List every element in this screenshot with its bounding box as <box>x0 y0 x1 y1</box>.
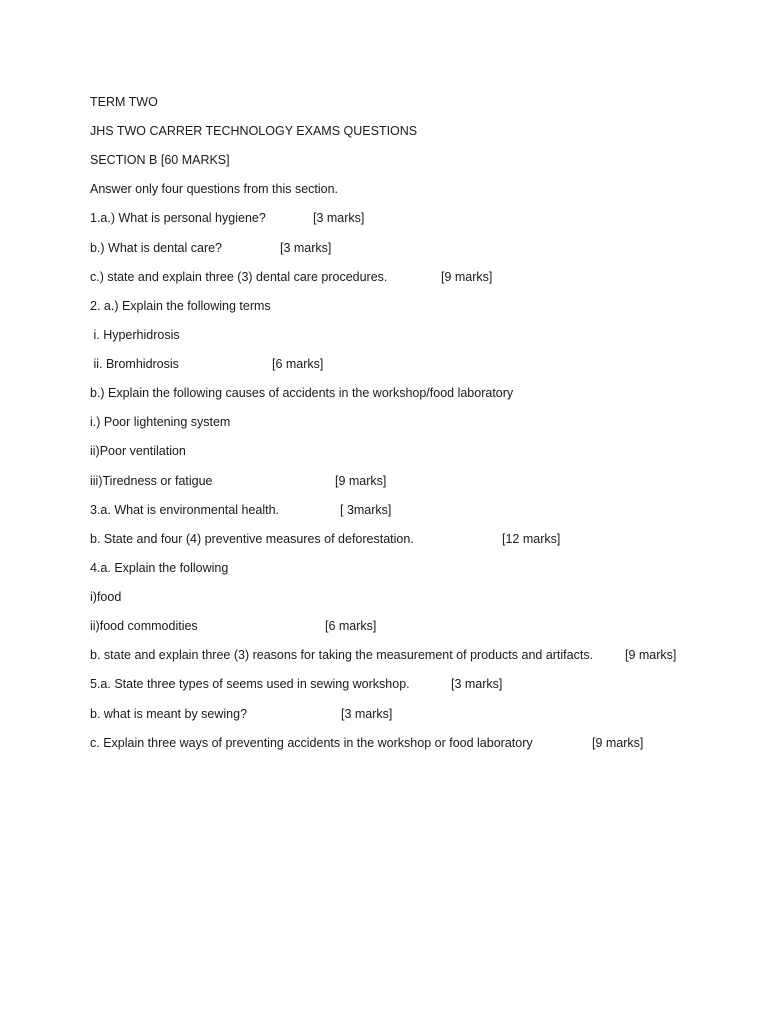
question-5a: 5.a. State three types of seems used in sewing workshop. <box>90 677 410 691</box>
question-4a-ii: ii)food commodities <box>90 619 198 633</box>
question-1c: c.) state and explain three (3) dental care procedures. <box>90 270 388 284</box>
question-1a-marks: [3 marks] <box>313 211 365 225</box>
question-4a-marks: [6 marks] <box>325 619 377 633</box>
question-4a: 4.a. Explain the following <box>90 561 229 575</box>
exam-title: JHS TWO CARRER TECHNOLOGY EXAMS QUESTIONS <box>90 124 418 138</box>
question-5b-marks: [3 marks] <box>341 707 393 721</box>
question-5a-marks: [3 marks] <box>451 677 503 691</box>
question-1b-marks: [3 marks] <box>280 241 332 255</box>
question-1b: b.) What is dental care? <box>90 241 223 255</box>
question-2b-i: i.) Poor lightening system <box>90 415 231 429</box>
question-2b-marks: [9 marks] <box>335 474 387 488</box>
question-2b-ii: ii)Poor ventilation <box>90 444 186 458</box>
section-heading: SECTION B [60 MARKS] <box>90 153 230 167</box>
term-heading: TERM TWO <box>90 95 158 109</box>
question-1a: 1.a.) What is personal hygiene? <box>90 211 266 225</box>
question-2a-i: i. Hyperhidrosis <box>90 328 180 342</box>
question-3b: b. State and four (4) preventive measures of deforestation. <box>90 532 414 546</box>
question-4a-i: i)food <box>90 590 122 604</box>
instruction-text: Answer only four questions from this section. <box>90 182 339 196</box>
question-2b-iii: iii)Tiredness or fatigue <box>90 474 213 488</box>
question-2a: 2. a.) Explain the following terms <box>90 299 271 313</box>
question-5b: b. what is meant by sewing? <box>90 707 248 721</box>
question-2a-marks: [6 marks] <box>272 357 324 371</box>
question-4b: b. state and explain three (3) reasons for taking the measurement of products and artifacts. <box>90 648 594 662</box>
question-4b-marks: [9 marks] <box>625 648 677 662</box>
question-2a-ii: ii. Bromhidrosis <box>90 357 179 371</box>
question-3b-marks: [12 marks] <box>502 532 561 546</box>
question-1c-marks: [9 marks] <box>441 270 493 284</box>
question-5c-marks: [9 marks] <box>592 736 644 750</box>
question-5c: c. Explain three ways of preventing accidents in the workshop or food laboratory <box>90 736 533 750</box>
question-2b: b.) Explain the following causes of accidents in the workshop/food laboratory <box>90 386 514 400</box>
question-3a-marks: [ 3marks] <box>340 503 392 517</box>
question-3a: 3.a. What is environmental health. <box>90 503 279 517</box>
